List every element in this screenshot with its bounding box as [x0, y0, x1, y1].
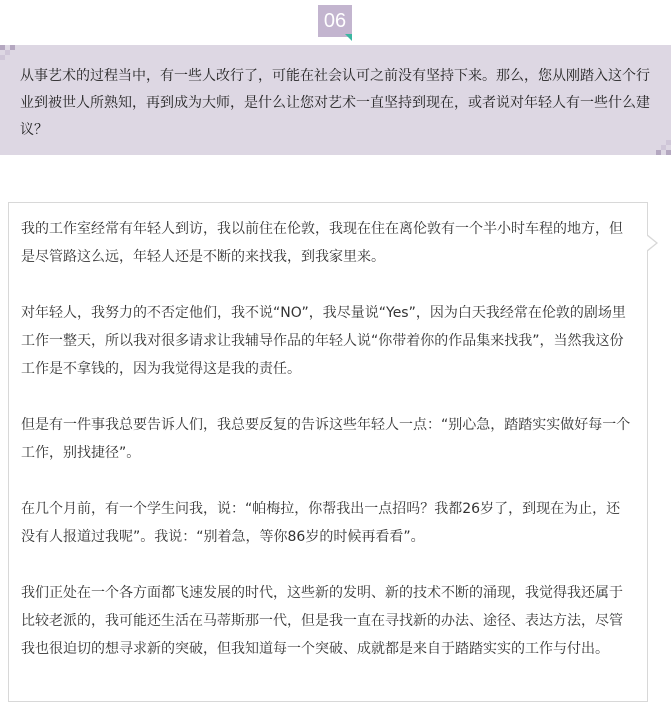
badge-corner-accent [345, 34, 352, 41]
pixel-decoration [0, 55, 5, 60]
pixel-decoration [666, 140, 671, 145]
question-box [0, 45, 671, 155]
pixel-decoration [5, 50, 10, 55]
section-number-badge [318, 5, 352, 37]
answer-paragraph-5: 我们正处在一个各方面都飞速发展的时代，这些新的发明、新的技术不断的涌现，我觉得我还属于比较老派的，我可能还生活在马蒂斯那一代，但是我一直在寻找新的办法、途径、表达方法，尽管我也很迫切的想寻求新的突破，但我知道每一个突破、成就都是来自于踏踏实实的工作与付出。 [21, 585, 623, 657]
answer-box [8, 202, 648, 702]
answer-paragraph-2: 对年轻人，我努力的不否定他们，我不说“NO”，我尽量说“Yes”，因为白天我经常在伦敦的剧场里工作一整天，所以我对很多请求让我辅导作品的年轻人说“你带着你的作品集来找我”，当然我这份工作是不拿钱的，因为我觉得这是我的责任。 [21, 305, 626, 377]
pixel-decoration [666, 150, 671, 155]
answer-paragraph-1: 我的工作室经常有年轻人到访，我以前住在伦敦，我现在住在离伦敦有一个半小时车程的地方，但是尽管路这么远，年轻人还是不断的来找我，到我家里来。 [21, 221, 623, 265]
question-text: 从事艺术的过程当中，有一些人改行了，可能在社会认可之前没有坚持下来。那么，您从刚踏入这个行业到被世人所熟知，再到成为大师，是什么让您对艺术一直坚持到现在，或者说对年轻人有一些什么建议？ [20, 68, 650, 138]
pixel-decoration [10, 45, 15, 50]
answer-paragraph-4: 在几个月前，有一个学生问我，说：“帕梅拉，你帮我出一点招吗？我都26岁了，到现在为止，还没有人报道过我呢”。我说：“别着急，等你86岁的时候再看看”。 [21, 501, 621, 545]
answer-pointer-arrow-fill [646, 235, 656, 251]
section-number: 06 [318, 5, 352, 37]
pixel-decoration [661, 145, 666, 150]
pixel-decoration [656, 150, 661, 155]
answer-paragraph-3: 但是有一件事我总要告诉人们，我总要反复的告诉这些年轻人一点：“别心急，踏踏实实做好每一个工作，别找捷径”。 [21, 417, 631, 461]
